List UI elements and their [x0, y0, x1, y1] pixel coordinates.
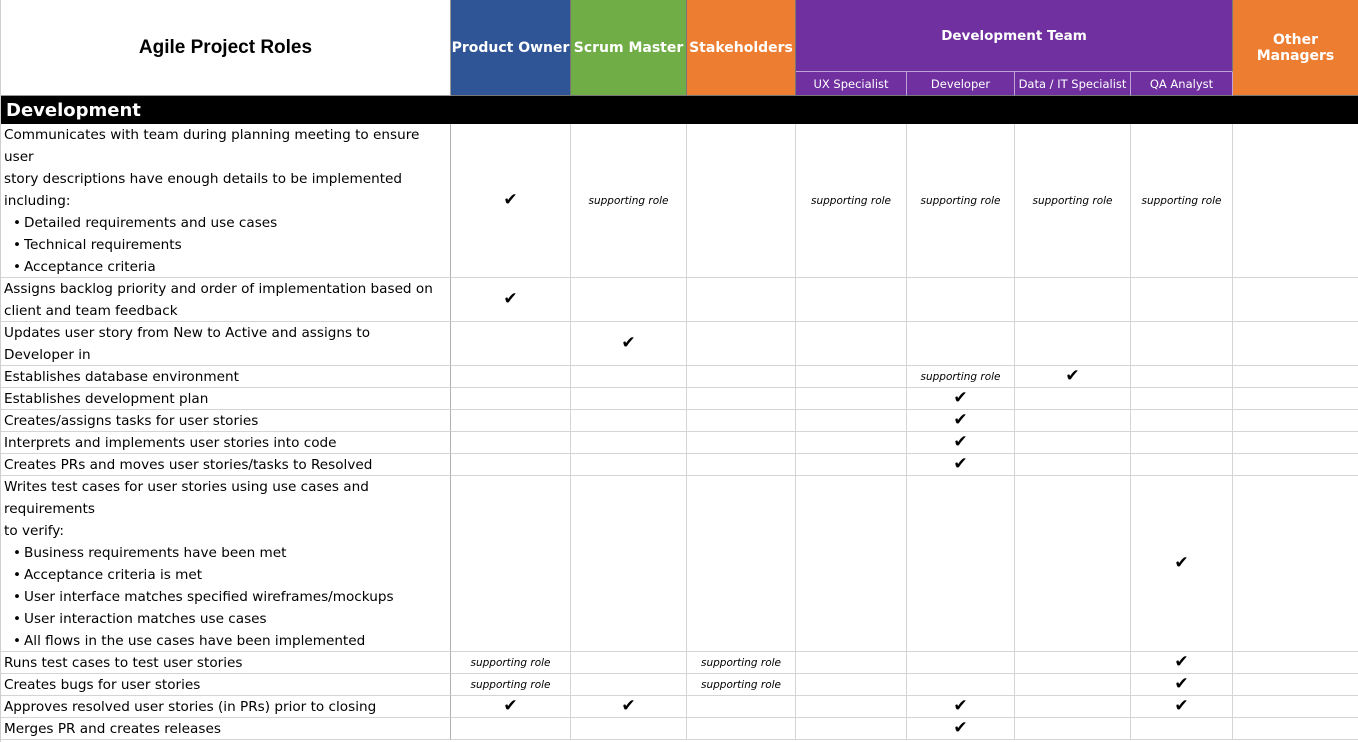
role-cell-other-managers[interactable] [1233, 718, 1358, 740]
header-qa-analyst[interactable]: QA Analyst [1131, 72, 1233, 96]
task-cell[interactable] [1, 652, 451, 674]
role-cell-ux-specialist[interactable] [796, 476, 907, 652]
role-cell-stakeholders[interactable] [687, 674, 796, 696]
task-bullet-item [4, 630, 365, 652]
role-cell-product-owner[interactable] [451, 476, 571, 652]
role-cell-scrum-master[interactable] [571, 366, 687, 388]
bullet-text: User interface matches specified wireframes/mockups [24, 589, 394, 605]
checkmark-icon: ✔ [621, 333, 636, 353]
header-developer[interactable]: Developer [907, 72, 1015, 96]
role-cell-stakeholders[interactable] [687, 476, 796, 652]
bullet-icon: • [13, 215, 22, 231]
role-cell-data-it-specialist[interactable] [1015, 674, 1131, 696]
role-cell-other-managers[interactable] [1233, 322, 1358, 366]
task-text-line: Assigns backlog priority and order of implementation based on [4, 281, 433, 297]
role-cell-scrum-master[interactable] [571, 322, 687, 366]
role-cell-data-it-specialist[interactable] [1015, 322, 1131, 366]
role-cell-stakeholders[interactable] [687, 652, 796, 674]
role-cell-stakeholders[interactable] [687, 124, 796, 278]
bullet-icon: • [13, 589, 22, 605]
task-text-line: Interprets and implements user stories into code [4, 435, 337, 451]
role-cell-developer[interactable] [907, 696, 1015, 718]
task-text-line: Creates PRs and moves user stories/tasks to Resolved [4, 457, 373, 473]
role-cell-scrum-master[interactable] [571, 696, 687, 718]
header-ux-specialist[interactable]: UX Specialist [796, 72, 907, 96]
role-cell-product-owner[interactable] [451, 322, 571, 366]
role-cell-qa-analyst[interactable] [1131, 432, 1233, 454]
task-cell[interactable] [1, 388, 451, 410]
role-cell-qa-analyst[interactable] [1131, 476, 1233, 652]
checkmark-icon: ✔ [953, 388, 968, 408]
bullet-text: User interaction matches use cases [24, 611, 267, 627]
header-stakeholders[interactable]: Stakeholders [687, 0, 796, 96]
role-cell-stakeholders[interactable] [687, 696, 796, 718]
role-cell-ux-specialist[interactable] [796, 410, 907, 432]
bullet-text: Technical requirements [24, 237, 182, 253]
task-text-line: including: [4, 193, 71, 209]
checkmark-icon: ✔ [503, 289, 518, 309]
role-cell-product-owner[interactable] [451, 124, 571, 278]
supporting-role-label: supporting role [1141, 194, 1222, 207]
supporting-role-label: supporting role [588, 194, 669, 207]
role-cell-ux-specialist[interactable] [796, 454, 907, 476]
role-cell-product-owner[interactable] [451, 718, 571, 740]
supporting-role-label: supporting role [470, 678, 551, 691]
role-cell-qa-analyst[interactable] [1131, 322, 1233, 366]
role-cell-ux-specialist[interactable] [796, 278, 907, 322]
role-cell-developer[interactable] [907, 278, 1015, 322]
role-cell-stakeholders[interactable] [687, 718, 796, 740]
task-text-line: Updates user story from New to Active and assigns to Developer in [4, 325, 371, 363]
role-cell-scrum-master[interactable] [571, 432, 687, 454]
task-text-line: story descriptions have enough details to be implemented [4, 171, 403, 187]
task-bullet-item [4, 234, 182, 256]
role-cell-other-managers[interactable] [1233, 124, 1358, 278]
section-header-development[interactable]: Development [1, 96, 1358, 124]
header-other-managers[interactable]: Other Managers [1233, 0, 1358, 96]
supporting-role-label: supporting role [920, 370, 1001, 383]
role-cell-data-it-specialist[interactable] [1015, 476, 1131, 652]
checkmark-icon: ✔ [953, 718, 968, 738]
role-cell-qa-analyst[interactable] [1131, 366, 1233, 388]
role-cell-product-owner[interactable] [451, 410, 571, 432]
task-cell[interactable] [1, 476, 451, 652]
role-cell-data-it-specialist[interactable] [1015, 388, 1131, 410]
role-cell-qa-analyst[interactable] [1131, 388, 1233, 410]
role-cell-developer[interactable] [907, 410, 1015, 432]
role-cell-qa-analyst[interactable] [1131, 674, 1233, 696]
supporting-role-label: supporting role [810, 194, 891, 207]
checkmark-icon: ✔ [953, 432, 968, 452]
role-cell-other-managers[interactable] [1233, 454, 1358, 476]
role-cell-qa-analyst[interactable] [1131, 652, 1233, 674]
checkmark-icon: ✔ [503, 190, 518, 210]
task-text-line: Writes test cases for user stories using use cases and requirements [4, 479, 369, 517]
checkmark-icon: ✔ [621, 696, 636, 716]
task-text-line: Creates bugs for user stories [4, 677, 201, 693]
role-cell-stakeholders[interactable] [687, 388, 796, 410]
role-cell-other-managers[interactable] [1233, 366, 1358, 388]
role-cell-developer[interactable] [907, 454, 1015, 476]
role-cell-data-it-specialist[interactable] [1015, 652, 1131, 674]
role-cell-scrum-master[interactable] [571, 476, 687, 652]
role-cell-stakeholders[interactable] [687, 278, 796, 322]
role-cell-qa-analyst[interactable] [1131, 410, 1233, 432]
role-cell-qa-analyst[interactable] [1131, 124, 1233, 278]
header-product-owner[interactable]: Product Owner [451, 0, 571, 96]
role-cell-developer[interactable] [907, 124, 1015, 278]
role-cell-other-managers[interactable] [1233, 696, 1358, 718]
supporting-role-label: supporting role [700, 656, 781, 669]
task-bullet-item [4, 564, 202, 586]
task-cell[interactable] [1, 366, 451, 388]
role-cell-other-managers[interactable] [1233, 388, 1358, 410]
role-cell-product-owner[interactable] [451, 366, 571, 388]
role-cell-product-owner[interactable] [451, 674, 571, 696]
role-cell-ux-specialist[interactable] [796, 322, 907, 366]
role-cell-data-it-specialist[interactable] [1015, 278, 1131, 322]
role-cell-data-it-specialist[interactable] [1015, 696, 1131, 718]
role-cell-qa-analyst[interactable] [1131, 454, 1233, 476]
task-text-line: Establishes database environment [4, 369, 239, 385]
task-bullet-item [4, 586, 394, 608]
task-text-line: to verify: [4, 523, 64, 539]
role-cell-ux-specialist[interactable] [796, 718, 907, 740]
role-cell-stakeholders[interactable] [687, 410, 796, 432]
role-cell-other-managers[interactable] [1233, 476, 1358, 652]
bullet-icon: • [13, 237, 22, 253]
task-text-line: Establishes development plan [4, 391, 209, 407]
task-text-line: client and team feedback [4, 303, 178, 319]
role-cell-product-owner[interactable] [451, 652, 571, 674]
bullet-icon: • [13, 567, 22, 583]
role-cell-ux-specialist[interactable] [796, 674, 907, 696]
role-cell-other-managers[interactable] [1233, 674, 1358, 696]
role-cell-data-it-specialist[interactable] [1015, 366, 1131, 388]
role-cell-ux-specialist[interactable] [796, 696, 907, 718]
role-cell-other-managers[interactable] [1233, 410, 1358, 432]
bullet-icon: • [13, 633, 22, 649]
supporting-role-label: supporting role [1032, 194, 1113, 207]
checkmark-icon: ✔ [953, 410, 968, 430]
role-cell-stakeholders[interactable] [687, 366, 796, 388]
role-cell-ux-specialist[interactable] [796, 366, 907, 388]
role-cell-product-owner[interactable] [451, 432, 571, 454]
bullet-icon: • [13, 259, 22, 275]
bullet-text: Business requirements have been met [24, 545, 287, 561]
role-cell-data-it-specialist[interactable] [1015, 718, 1131, 740]
bullet-icon: • [13, 611, 22, 627]
role-cell-qa-analyst[interactable] [1131, 718, 1233, 740]
bullet-text: Acceptance criteria [24, 259, 156, 275]
role-cell-scrum-master[interactable] [571, 124, 687, 278]
role-cell-qa-analyst[interactable] [1131, 696, 1233, 718]
role-cell-developer[interactable] [907, 674, 1015, 696]
header-data-it-specialist[interactable]: Data / IT Specialist [1015, 72, 1131, 96]
task-cell[interactable] [1, 696, 451, 718]
supporting-role-label: supporting role [700, 678, 781, 691]
role-cell-other-managers[interactable] [1233, 432, 1358, 454]
task-cell[interactable] [1, 718, 451, 740]
checkmark-icon: ✔ [953, 454, 968, 474]
role-cell-scrum-master[interactable] [571, 652, 687, 674]
bullet-text: Detailed requirements and use cases [24, 215, 278, 231]
role-cell-product-owner[interactable] [451, 454, 571, 476]
task-bullet-item [4, 608, 267, 630]
role-cell-scrum-master[interactable] [571, 388, 687, 410]
checkmark-icon: ✔ [503, 696, 518, 716]
task-text-line: Approves resolved user stories (in PRs) prior to closing [4, 699, 377, 715]
bullet-text: All flows in the use cases have been implemented [24, 633, 366, 649]
checkmark-icon: ✔ [1174, 553, 1189, 573]
role-cell-stakeholders[interactable] [687, 454, 796, 476]
supporting-role-label: supporting role [920, 194, 1001, 207]
role-cell-ux-specialist[interactable] [796, 432, 907, 454]
role-cell-ux-specialist[interactable] [796, 652, 907, 674]
header-development-team[interactable]: Development Team [796, 0, 1233, 72]
role-cell-other-managers[interactable] [1233, 278, 1358, 322]
role-cell-product-owner[interactable] [451, 278, 571, 322]
role-cell-scrum-master[interactable] [571, 410, 687, 432]
task-bullet-item [4, 256, 156, 278]
task-bullet-item [4, 212, 277, 234]
task-text-line: Creates/assigns tasks for user stories [4, 413, 259, 429]
task-text-line: Communicates with team during planning meeting to ensure user [4, 127, 420, 165]
role-cell-scrum-master[interactable] [571, 674, 687, 696]
task-text-line: Runs test cases to test user stories [4, 655, 243, 671]
role-cell-stakeholders[interactable] [687, 322, 796, 366]
task-cell[interactable] [1, 454, 451, 476]
role-cell-product-owner[interactable] [451, 388, 571, 410]
task-cell[interactable] [1, 674, 451, 696]
task-cell[interactable] [1, 278, 451, 322]
role-cell-developer[interactable] [907, 322, 1015, 366]
bullet-icon: • [13, 545, 22, 561]
role-cell-developer[interactable] [907, 652, 1015, 674]
role-cell-developer[interactable] [907, 476, 1015, 652]
header-scrum-master[interactable]: Scrum Master [571, 0, 687, 96]
role-cell-developer[interactable] [907, 432, 1015, 454]
task-bullet-item [4, 542, 286, 564]
task-text-line: Merges PR and creates releases [4, 721, 221, 737]
task-cell[interactable] [1, 432, 451, 454]
supporting-role-label: supporting role [470, 656, 551, 669]
role-cell-product-owner[interactable] [451, 696, 571, 718]
bullet-text: Acceptance criteria is met [24, 567, 203, 583]
role-cell-ux-specialist[interactable] [796, 124, 907, 278]
role-cell-stakeholders[interactable] [687, 432, 796, 454]
role-cell-ux-specialist[interactable] [796, 388, 907, 410]
role-cell-scrum-master[interactable] [571, 454, 687, 476]
role-cell-scrum-master[interactable] [571, 718, 687, 740]
sheet-title[interactable]: Agile Project Roles [1, 0, 451, 96]
checkmark-icon: ✔ [1174, 652, 1189, 672]
task-cell[interactable] [1, 410, 451, 432]
checkmark-icon: ✔ [1065, 366, 1080, 386]
role-cell-data-it-specialist[interactable] [1015, 432, 1131, 454]
role-cell-data-it-specialist[interactable] [1015, 410, 1131, 432]
task-cell[interactable] [1, 322, 451, 366]
checkmark-icon: ✔ [1174, 696, 1189, 716]
role-cell-developer[interactable] [907, 718, 1015, 740]
checkmark-icon: ✔ [1174, 674, 1189, 694]
role-cell-developer[interactable] [907, 388, 1015, 410]
checkmark-icon: ✔ [953, 696, 968, 716]
role-cell-developer[interactable] [907, 366, 1015, 388]
role-cell-other-managers[interactable] [1233, 652, 1358, 674]
task-cell[interactable] [1, 124, 451, 278]
role-cell-scrum-master[interactable] [571, 278, 687, 322]
role-cell-data-it-specialist[interactable] [1015, 454, 1131, 476]
role-cell-qa-analyst[interactable] [1131, 278, 1233, 322]
role-cell-data-it-specialist[interactable] [1015, 124, 1131, 278]
